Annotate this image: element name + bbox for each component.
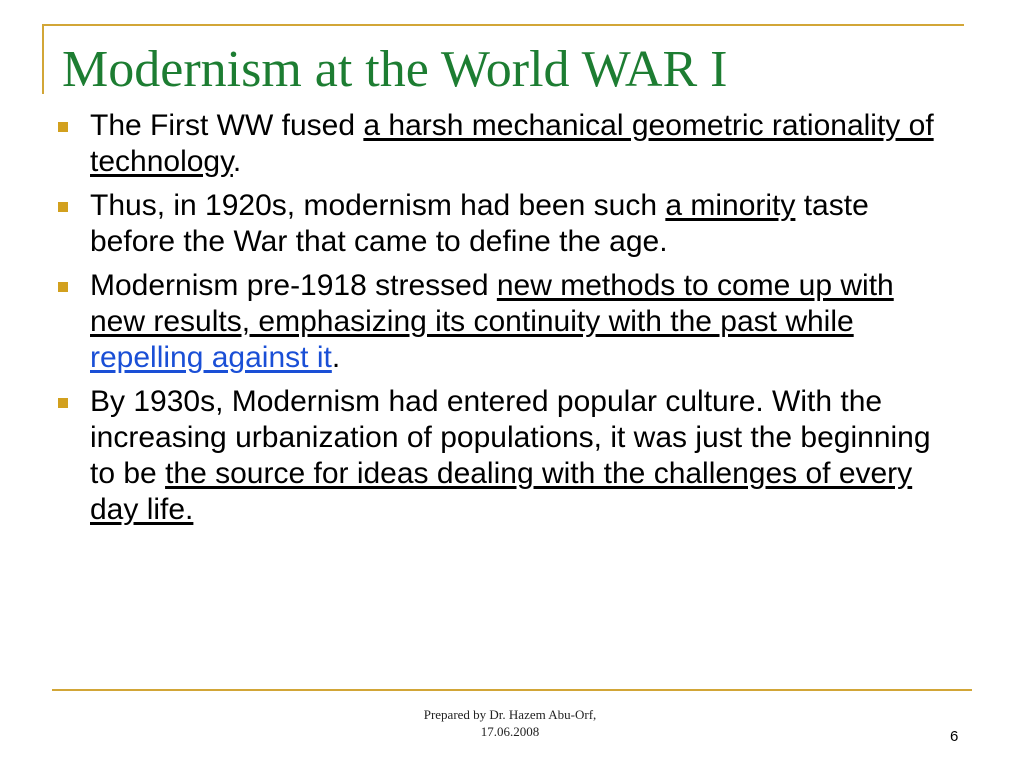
bullet-underlined-text: a harsh mechanical geometric rationality of technology xyxy=(90,109,934,178)
bullet-text: The First WW fused xyxy=(90,109,364,142)
bullet-text: By 1930s, Modernism had entered popular culture. With the increasing urbanization of populations, it was just the beginning to be xyxy=(90,385,931,490)
bullet-underlined-text: new methods to come up with new results, emphasizing its continuity with the past while xyxy=(90,269,894,338)
footer-author: Prepared by Dr. Hazem Abu-Orf, xyxy=(423,707,597,722)
page-number: 6 xyxy=(950,728,959,745)
square-bullet-icon xyxy=(58,202,68,212)
bullet-item-1 xyxy=(52,108,957,180)
bullet-text: . xyxy=(331,341,341,374)
square-bullet-icon xyxy=(58,398,68,408)
square-bullet-icon xyxy=(58,282,68,292)
bullet-item-4 xyxy=(52,384,957,528)
repelling-link[interactable]: repelling against it xyxy=(90,341,332,374)
bullet-text: Thus, in 1920s, modernism had been such xyxy=(90,189,666,222)
bullet-item-3 xyxy=(52,268,957,376)
frame-top-line xyxy=(42,24,964,26)
bullet-text: Modernism pre-1918 stressed xyxy=(90,269,497,302)
square-bullet-icon xyxy=(58,122,68,132)
bullet-item-2 xyxy=(52,188,957,260)
slide-title: Modernism at the World WAR I xyxy=(62,41,728,98)
frame-bottom-line xyxy=(52,689,972,691)
bullet-text: . xyxy=(232,145,242,178)
footer-credit xyxy=(360,706,660,740)
bullet-underlined-text: a minority xyxy=(665,189,796,222)
footer-date: 17.06.2008 xyxy=(480,724,540,739)
bullet-text: taste before the War that came to define the age. xyxy=(90,189,869,258)
frame-left-line xyxy=(42,24,44,94)
bullet-list xyxy=(52,108,957,536)
bullet-underlined-text: the source for ideas dealing with the challenges of every day life. xyxy=(90,457,913,526)
